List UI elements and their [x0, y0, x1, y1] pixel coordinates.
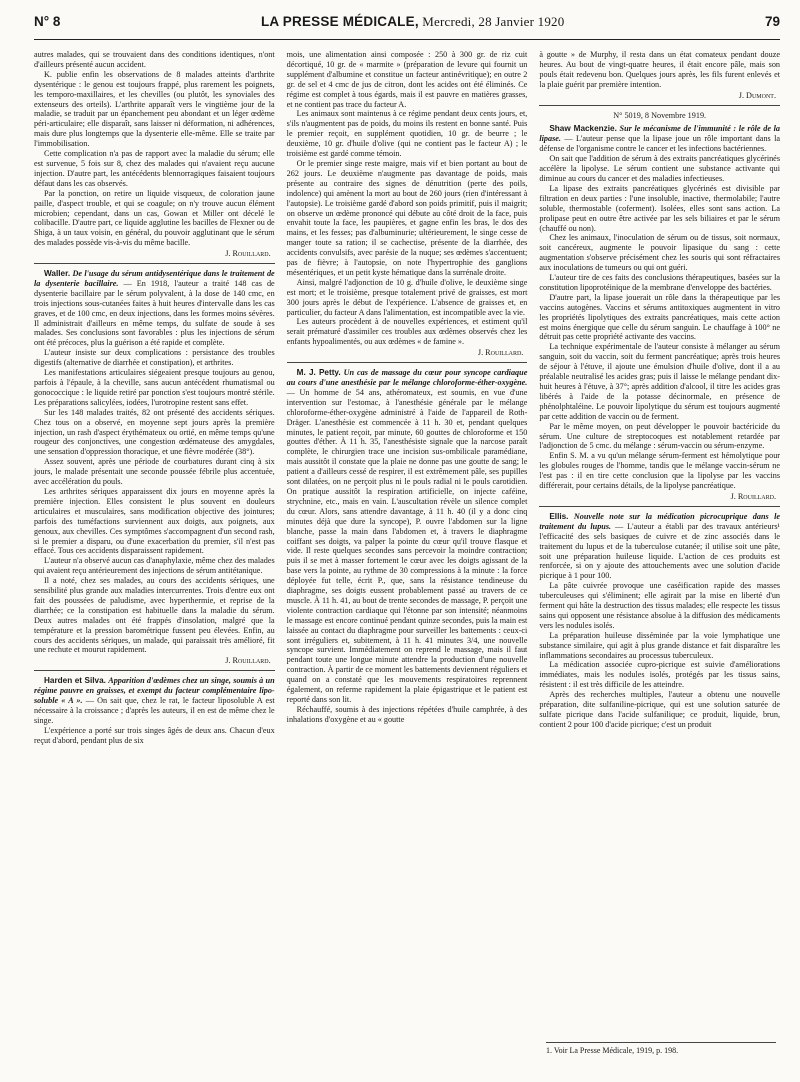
page-number: 79: [764, 14, 780, 29]
paragraph: L'auteur a établi par des travaux antérieurs¹ l'efficacité des sels basiques de cuivre et de zinc associés dans le traitement du lupus et de la tuberculose cutanée; il utilise soit une pâte, soit une préparation huileuse liquide. L'action de ces produits est renforcée, si on y ajoute des attouchements avec une solution d'acide picrique à 1 pour 100.: [539, 521, 781, 581]
paragraph: à goutte » de Murphy, il resta dans un état comateux pendant douze heures. Au bout de vingt-quatre heures, il était encore pâle, mais son pouls était redevenu bon. Quelques jours après, les fils furent enlevés et la plaie guérit par première intention.: [539, 50, 781, 89]
article-heading: Ellis. Nouvelle note sur la médication picrocuprique dans le traitement du lupus. — L'auteur a établi par des travaux antérieurs¹ l'efficacité des sels basiques de cuivre et de zinc associés dans le traitement du lupus et de la tuberculose cutanée; il utilise soit une pâte, soit une préparation huileuse liquide. L'action de ces produits est renforcée, si on y ajoute des attouchements avec une solution d'acide picrique à 1 pour 100.: [539, 511, 781, 581]
article-author: Harden et Silva.: [44, 676, 106, 686]
article-heading: M. J. Petty. Un cas de massage du cœur pour syncope cardiaque au cours d'une anesthésie par le mélange chloroforme-éther-oxygène. — Un homme de 54 ans, athéromateux, est soumis, en vue d'une intervention sur l'estomac, à l'anesthésie générale par le mélange chloroforme-éther-oxygène administré à l'aide de l'appareil de Roth-Dräger. L'anesthésie est commencée à 11 h. 30 et, pendant quelques minutes, le patient reçoit, par minute, 60 gouttes de chloroforme et 150 gouttes d'éther. À 11 h. 35, l'anesthésiste signale que la narcose paraît complète, le chirurgien trace une incision sus-ombilicale paramédiane, mais aussitôt il constate que la plaie ne donne pas une goutte de sang; le patient a d'ailleurs cessé de respirer, il est extrêmement pâle, ses pupilles sont dilatées, on ne perçoit plus ni le pouls radial ni le pouls carotidien. On pratique aussitôt la respiration artificielle, on injecte caféine, strychnine, etc., mais en vain. L'auscultation révèle un silence complet du cœur. Alors, sans attendre davantage, à 11 h. 40 (il y a donc cinq minutes déjà que dure la syncope), P. ouvre l'abdomen sur la ligne blanche, passe la main dans l'abdomen et, à travers le diaphragme coiffant ses doigts, va palper la pointe du cœur qu'il trouve flasque et vide. Il reste quelques secondes sans percevoir la moindre contraction; puis il se met à masser fortement le cœur avec les doigts agissant de la base vers la pointe, au rythme de 30 compressions à la minute : la force déployée fut telle, écrit P., que, sans la résistance tendineuse du diaphragme, ses doigts eussent probablement passé au travers de ce muscle. À 11 h. 41, au bout de trente secondes de massage, P. perçoit une violente contraction cardiaque qui l'étonne par son intensité; néanmoins le massage est encore continué pendant quinze secondes, puis la main est laissée au contact du diaphragme pour surveiller les battements : ceux-ci sont irréguliers et, subitement, à 11 h. 41 minutes 3/4, une nouvelle syncope survient. Immédiatement on reprend le massage, mais il faut pendant toute une longue minute attendre la production d'une nouvelle contraction. À partir de ce moment les battements deviennent réguliers et quand on a constaté que les mouvements respiratoires reprennent également, on referme rapidement la plaie épigastrique et le patient est reporté dans son lit.: [286, 368, 528, 704]
paragraph: mois, une alimentation ainsi composée : 250 à 300 gr. de riz cuit décortiqué, 10 gr. de « marmite » (préparation de levure qui fournit un supplément d'albumine et constitue un facteur antinévritique); en outre 2 gr. de sel et 4 cmc de jus de citron, dont les acides ont été éliminés. Ce régime est complet à tous égards, mais il est pauvre en matières grasses, et ne contient pas trace du facteur A.: [286, 50, 528, 109]
paragraph: La préparation huileuse disséminée par la voie lymphatique une substance similaire, qui agit à plus grande distance et fait disparaître les inflammations secondaires au processus tuberculeux.: [539, 630, 781, 660]
paragraph: L'auteur n'a observé aucun cas d'anaphylaxie, même chez des malades qui avaient reçu antérieurement des injections de sérum antitétanique.: [34, 556, 275, 576]
paragraph: Or le premier singe reste maigre, mais vif et bien portant au bout de 262 jours. Le deuxième n'augmente pas davantage de poids, mais présente au contraire des signes de dénutrition (perte des poils, indolence) qui amènent la mort au bout de 260 jours (rien d'intéressant à l'autopsie). Le troisième gardé d'abord son poids primitif, puis il maigrit; on observe un œdème prononcé qui débute au côté droit de la face, puis envahit toute la face, les paupières, et gagne enfin les bras, le dos des mains, et les fesses; pas d'albuminurie; ultérieurement, le singe cesse de manger toute sa ration; il se cachectise, présente de la diarrhée, des accidents convulsifs, avec parésie de la nuque; ses œdèmes s'accentuent; pas de fièvre; à l'autopsie, on note l'hypertrophie des ganglions mésentériques, et un petit kyste hématique dans la surrénale droite.: [286, 158, 528, 277]
issue-date: Mercredi, 28 Janvier 1920: [422, 14, 565, 29]
paragraph: L'expérience a porté sur trois singes âgés de deux ans. Chacun d'eux reçut d'abord, pendant plus de six: [34, 725, 275, 745]
text-columns: [34, 50, 780, 746]
paragraph: L'auteur tire de ces faits des conclusions thérapeutiques, basées sur la constitution lipoprotéinique de la membrane d'enveloppe des bactéries.: [539, 273, 781, 292]
issue-number: N° 8: [34, 14, 61, 29]
article-title: Apparition d'œdèmes chez un singe, soumis à un régime pauvre en graisses, et exempt du facteur complémentaire lipo-soluble « A ».: [34, 676, 275, 706]
paragraph: autres malades, qui se trouvaient dans des conditions identiques, n'ont d'ailleurs présenté aucun accident.: [34, 50, 275, 69]
footnote: 1. Voir La Presse Médicale, 1919, p. 198.: [546, 1042, 776, 1055]
paragraph: Un homme de 54 ans, athéromateux, est soumis, en vue d'une intervention sur l'estomac, à l'anesthésie générale par le mélange chloroforme-éther-oxygène administré à l'aide de l'appareil de Roth-Dräger. L'anesthésie est commencée à 11 h. 30 et, pendant quelques minutes, le patient reçoit, par minute, 60 gouttes de chloroforme et 150 gouttes d'éther. À 11 h. 35, l'anesthésiste signale que la narcose paraît complète, le chirurgien trace une incision sus-ombilicale paramédiane, mais aussitôt il constate que la plaie ne donne pas une goutte de sang; le patient a d'ailleurs cessé de respirer, il est extrêmement pâle, ses pupilles sont dilatées, on ne perçoit plus ni le pouls radial ni le pouls carotidien. On pratique aussitôt la respiration artificielle, on injecte caféine, strychnine, etc., mais en vain. L'auscultation révèle un silence complet du cœur. Alors, sans attendre davantage, à 11 h. 40 (il y a donc cinq minutes déjà que dure la syncope), P. ouvre l'abdomen sur la ligne blanche, passe la main dans l'abdomen et, à travers le diaphragme coiffant ses doigts, va palper la pointe du cœur qu'il trouve flasque et vide. Il reste quelques secondes sans percevoir la moindre contraction; puis il se met à masser fortement le cœur avec les doigts agissant de la base vers la pointe, au rythme de 30 compressions à la minute : la force déployée fut telle, écrit P., que, sans la résistance tendineuse du diaphragme, ses doigts eussent probablement passé au travers de ce muscle. À 11 h. 41, au bout de trente secondes de massage, P. perçoit une violente contraction cardiaque qui l'étonne par son intensité; néanmoins le massage est encore continué pendant quinze secondes, puis la main est laissée au contact du diaphragme pour surveiller les battements : ceux-ci sont irréguliers et, subitement, à 11 h. 41 minutes 3/4, une nouvelle syncope survient. Immédiatement on reprend le massage, mais il faut pendant toute une longue minute attendre la production d'une nouvelle contraction. À partir de ce moment les battements deviennent réguliers et quand on a constaté que les mouvements respiratoires reprennent également, on referme rapidement la plaie épigastrique et le patient est reporté dans son lit.: [286, 387, 528, 704]
column-3: [539, 50, 780, 746]
paragraph: Les manifestations articulaires siégeaient presque toujours au genou, parfois à l'épaule, à la cheville, sans aucun antécédent rhumatismal ou gonococcique : le liquide retiré par ponction s'est toujours montré stérile. Les préparations salicylées, iodées, l'urotropine restent sans effet.: [34, 368, 275, 407]
paragraph: Les arthrites sériques apparaissent dix jours en moyenne après la première injection. Elles consistent le plus souvent en douleurs articulaires et musculaires, sans modification objective des jointures; parfois des tuméfactions surviennent aux doigts, aux poignets, aux genoux, aux chevilles. Ces symptômes s'accompagnent d'un second rash, si le premier a disparu, ou d'une exacerbation du premier, s'il n'est pas effacé. Tous ces accidents disparaissent rapidement.: [34, 486, 275, 556]
article-author: Shaw Mackenzie.: [549, 124, 617, 134]
paragraph: Cette complication n'a pas de rapport avec la maladie du sérum; elle est survenue, 5 fois sur 8, chez des malades qui n'avaient reçu aucune injection. D'autre part, les antécédents blennorragiques faisaient toujours défaut dans les cas observés.: [34, 149, 275, 188]
paragraph: L'auteur insiste sur deux complications : persistance des troubles digestifs (alternative de diarrhée et constipation), et arthrites.: [34, 348, 275, 368]
article-heading: Harden et Silva. Apparition d'œdèmes chez un singe, soumis à un régime pauvre en graisses, et exempt du facteur complémentaire lipo-soluble « A ». — On sait que, chez le rat, le facteur liposoluble A est nécessaire à la croissance ; d'après les auteurs, il en est de même chez le singe.: [34, 676, 275, 725]
signature: J. Rouillard.: [730, 491, 777, 501]
article-divider: [34, 670, 275, 671]
journal-title: [261, 14, 564, 30]
article-divider: [287, 362, 528, 363]
article-author: Ellis.: [549, 511, 569, 521]
paragraph: En 1918, l'auteur a traité 148 cas de dysenterie bacillaire par le sérum polyvalent, à la dose de 140 cmc, en trois injections sous-cutanées faites à huit heures d'intervalle dans les cas graves, et de 100 cmc, en deux injections, dans les formes moins sévères. Il administrait d'ailleurs en même temps, du sulfate de soude à ses malades. Ses conclusions sont favorables : plus les injections de sérum ont été précoces, plus la guérison a été rapide et complète.: [34, 278, 275, 348]
paragraph: Les auteurs procèdent à de nouvelles expériences, et estiment qu'il serait prématuré d'assimiler ces troubles aux œdèmes observés chez les enfants hypoalimentés, ou aux œdèmes « de famine ».: [286, 317, 528, 347]
article-author: M. J. Petty.: [296, 368, 341, 378]
paragraph: La pâte cuivrée provoque une caséification rapide des masses tuberculeuses qui s'éliminent; elle agirait par la mise en liberté d'un ferment qui hâte la destruction des tissus malades; elle respecte les tissus sains qui opposent une résistance absolue à la diffusion des médicaments vers les nodules isolés.: [539, 581, 781, 630]
article-heading: Shaw Mackenzie. Sur le mécanisme de l'immunité : le rôle de la lipase. — L'auteur pense que la lipase joue un rôle important dans la défense de l'organisme contre le cancer et les infections bactériennes.: [539, 124, 781, 154]
article-divider: [539, 506, 780, 507]
paragraph: La technique expérimentale de l'auteur consiste à mélanger au sérum sanguin, soit du vaccin, soit du ferment pancréatique; après trois heures de séjour à l'étuve, il ajoute une émulsion d'huile d'olive, dont il a au préalable neutralisé les acides gras; puis il laisse le mélange pendant dix-huit heures à l'étuve, à 37°; après addition d'alcool, il titre les acides gras libérés à l'aide de la potasse décinormale, en présence de phénolphtaléine. Le pouvoir lipolytique du sérum est toujours augmenté par cette addition de vaccin ou de ferment.: [539, 342, 781, 421]
article-author: Waller.: [44, 269, 71, 279]
paragraph: Réchauffé, soumis à des injections répétées d'huile camphrée, à des inhalations d'oxygène et au « goutte: [286, 704, 528, 724]
article-title: Sur le mécanisme de l'immunité : le rôle de la lipase.: [539, 124, 781, 144]
paragraph: Enfin S. M. a vu qu'un mélange sérum-ferment est hémolytique pour les globules rouges de l'homme, tandis que le mélange vaccin-sérum ne l'est pas : il en tire cette conclusion que la lipolyse par les vaccins différerait, pour certains détails, de la lipolyse pancréatique.: [539, 451, 781, 491]
paragraph: Par la ponction, on retire un liquide visqueux, de coloration jaune paille, d'aspect trouble, et qui se coagule; on n'y trouve aucun élément microbien; cependant, dans un cas, Gowan et Miller ont décelé le colibacille. D'autre part, ce liquide agglutine les bacilles de Flexner ou de Shiga, à un taux voisin, en général, du pouvoir agglutinant que le sérum des malades possède vis-à-vis du même bacille.: [34, 188, 275, 248]
paragraph: Les animaux sont maintenus à ce régime pendant deux cents jours, et, s'ils n'augmentent pas de poids, du moins ils restent en bonne santé. Puis le premier reçoit, en supplément quotidien, 10 gr. de beurre ; le deuxième, 10 gr. d'huile d'olive (qui ne contient pas le facteur A) ; le troisième est gardé comme témoin.: [286, 109, 528, 159]
signature: J. Rouillard.: [225, 656, 271, 666]
paragraph: La médication associée cupro-picrique est suivie d'améliorations immédiates, mais les nodules isolés, protégés par les tissus sains, résistent : il est très difficile de les atteindre.: [539, 660, 781, 690]
signature: J. Rouillard.: [225, 249, 271, 259]
paragraph: K. publie enfin les observations de 8 malades atteints d'arthrite dysentérique : le genou est toujours frappé, plus rarement les poignets, les temporo-maxillaires, et les chevilles (ou plutôt, les synoviales des extenseurs des orteils). L'arthrite apparaît vers le vingtième jour de la maladie, se traduit par un épanchement peu abondant et un léger œdème péri-articulaire; elle disparaît, sans laisser ni déformation, ni adhérences, mais dure plus longtemps que la dysenterie elle-même. Elle se traite par l'immobilisation.: [34, 69, 275, 149]
signature: J. Dumont.: [738, 90, 777, 100]
page-header: [34, 14, 780, 40]
signature: J. Rouillard.: [477, 348, 524, 358]
column-2: [287, 50, 528, 746]
article-title: Un cas de massage du cœur pour syncope cardiaque au cours d'une anesthésie par le mélange chloroforme-éther-oxygène.: [286, 368, 528, 387]
issue-date-heading: N° 5019, 8 Novembre 1919.: [613, 110, 707, 120]
article-divider: [34, 263, 275, 264]
paragraph: Ainsi, malgré l'adjonction de 10 g. d'huile d'olive, le deuxième singe est mort; et le troisième, presque totalement privé de graisses, est mort 300 jours après le début de l'expérience. L'absence de graisses et, en particulier, du facteur A dans l'alimentation, est incompatible avec la vie.: [286, 277, 528, 317]
article-divider: [539, 105, 780, 106]
paragraph: L'auteur pense que la lipase joue un rôle important dans la défense de l'organisme contre le cancer et les infections bactériennes.: [539, 134, 781, 154]
paragraph: D'autre part, la lipase jouerait un rôle dans la thérapeutique par les vaccins autogènes. Vaccins et sérums antitoxiques augmentent in vitro les propriétés lipolytiques des extraits pancréatiques, mais cette action est moins énergique que celle du sérum sanguin. Le chauffage à 100° ne détruit pas cette propriété activante des vaccins.: [539, 292, 781, 342]
paragraph: Après des recherches multiples, l'auteur a obtenu une nouvelle préparation, dite sulfaniline-picrique, qui est une solution saturée de sulfate picrique dans l'acide sulfanilique; ce produit, liquide, brun, contient 2 pour 100 d'acide picrique; c'est un produit: [539, 690, 781, 729]
article-title: Nouvelle note sur la médication picrocuprique dans le traitement du lupus.: [539, 511, 781, 531]
paragraph: Il a noté, chez ses malades, au cours des accidents sériques, une sensibilité plus grande aux maladies intercurrentes. Trois d'entre eux ont fait des poussées de paludisme, avec hyperthermie, et reprise de la diarrhée; ce la constipation est habituelle dans la maladie du sérum. Deux autres malades ont été frappés d'insolation, malgré que la température et la pression barométrique fussent peu élevées. Enfin, au cours des accidents sériques, un malade, qui paraissait très amélioré, fit une rechute et mourut rapidement.: [34, 576, 275, 655]
paragraph: On sait que, chez le rat, le facteur liposoluble A est nécessaire à la croissance ; d'après les auteurs, il en est de même chez le singe.: [34, 696, 275, 725]
paragraph: On sait que l'addition de sérum à des extraits pancréatiques glycérinés accélère la lipolyse. Le sérum contient une substance activante qui diminue au cours du cancer et des maladies infectieuses.: [539, 154, 781, 183]
paragraph: Assez souvent, après une période de courbatures durant cinq à six jours, le malade présentait une seconde poussée fébrile plus accentuée, avec accélération du pouls.: [34, 457, 275, 487]
paragraph: La lipase des extraits pancréatiques glycérinés est divisible par filtration en deux parties : l'une insoluble, inactive, thermolabile; l'autre soluble, thermostable (coferment). Isolées, elles sont sans action. La prolipase peut en outre être activée par les sels biliaires et par le sérum (chauffé ou non).: [539, 183, 781, 233]
paragraph: Sur les 148 malades traités, 82 ont présenté des accidents sériques. Chez tous on a observé, en moyenne sept jours après la première injection, un rash d'aspect érythémateux ou ortié, en même temps qu'une rougeur des conjonctives, une congestion œdémateuse des amygdales, une sensation d'oppression thoracique, et une fièvre modérée (38°).: [34, 407, 275, 457]
article-heading: Waller. De l'usage du sérum antidysentérique dans le traitement de la dysenterie bacillaire. — En 1918, l'auteur a traité 148 cas de dysenterie bacillaire par le sérum polyvalent, à la dose de 140 cmc, en trois injections sous-cutanées faites à huit heures d'intervalle dans les cas graves, et de 100 cmc, en deux injections, dans les formes moins sévères. Il administrait d'ailleurs en même temps, du sulfate de soude à ses malades. Ses conclusions sont favorables : plus les injections de sérum ont été précoces, plus la guérison a été rapide et complète.: [34, 269, 275, 348]
column-1: [34, 50, 275, 746]
paragraph: Chez les animaux, l'inoculation de sérum ou de tissus, soit normaux, soit cancéreux, augmente le pouvoir lipasique du sang : cette augmentation s'observe précisément chez les souris qui sont réfractaires aux inoculations de tumeurs ou qui ont guéri.: [539, 233, 781, 273]
journal-name: LA PRESSE MÉDICALE,: [260, 14, 419, 29]
paragraph: Par le même moyen, on peut développer le pouvoir bactéricide du sérum. Une culture de streptocoques est notablement retardée par l'adjonction de 5 cmc. du mélange : sérum-vaccin ou sérum-enzyme.: [539, 421, 781, 451]
article-title: De l'usage du sérum antidysentérique dans le traitement de la dysenterie bacillaire.: [34, 269, 275, 288]
